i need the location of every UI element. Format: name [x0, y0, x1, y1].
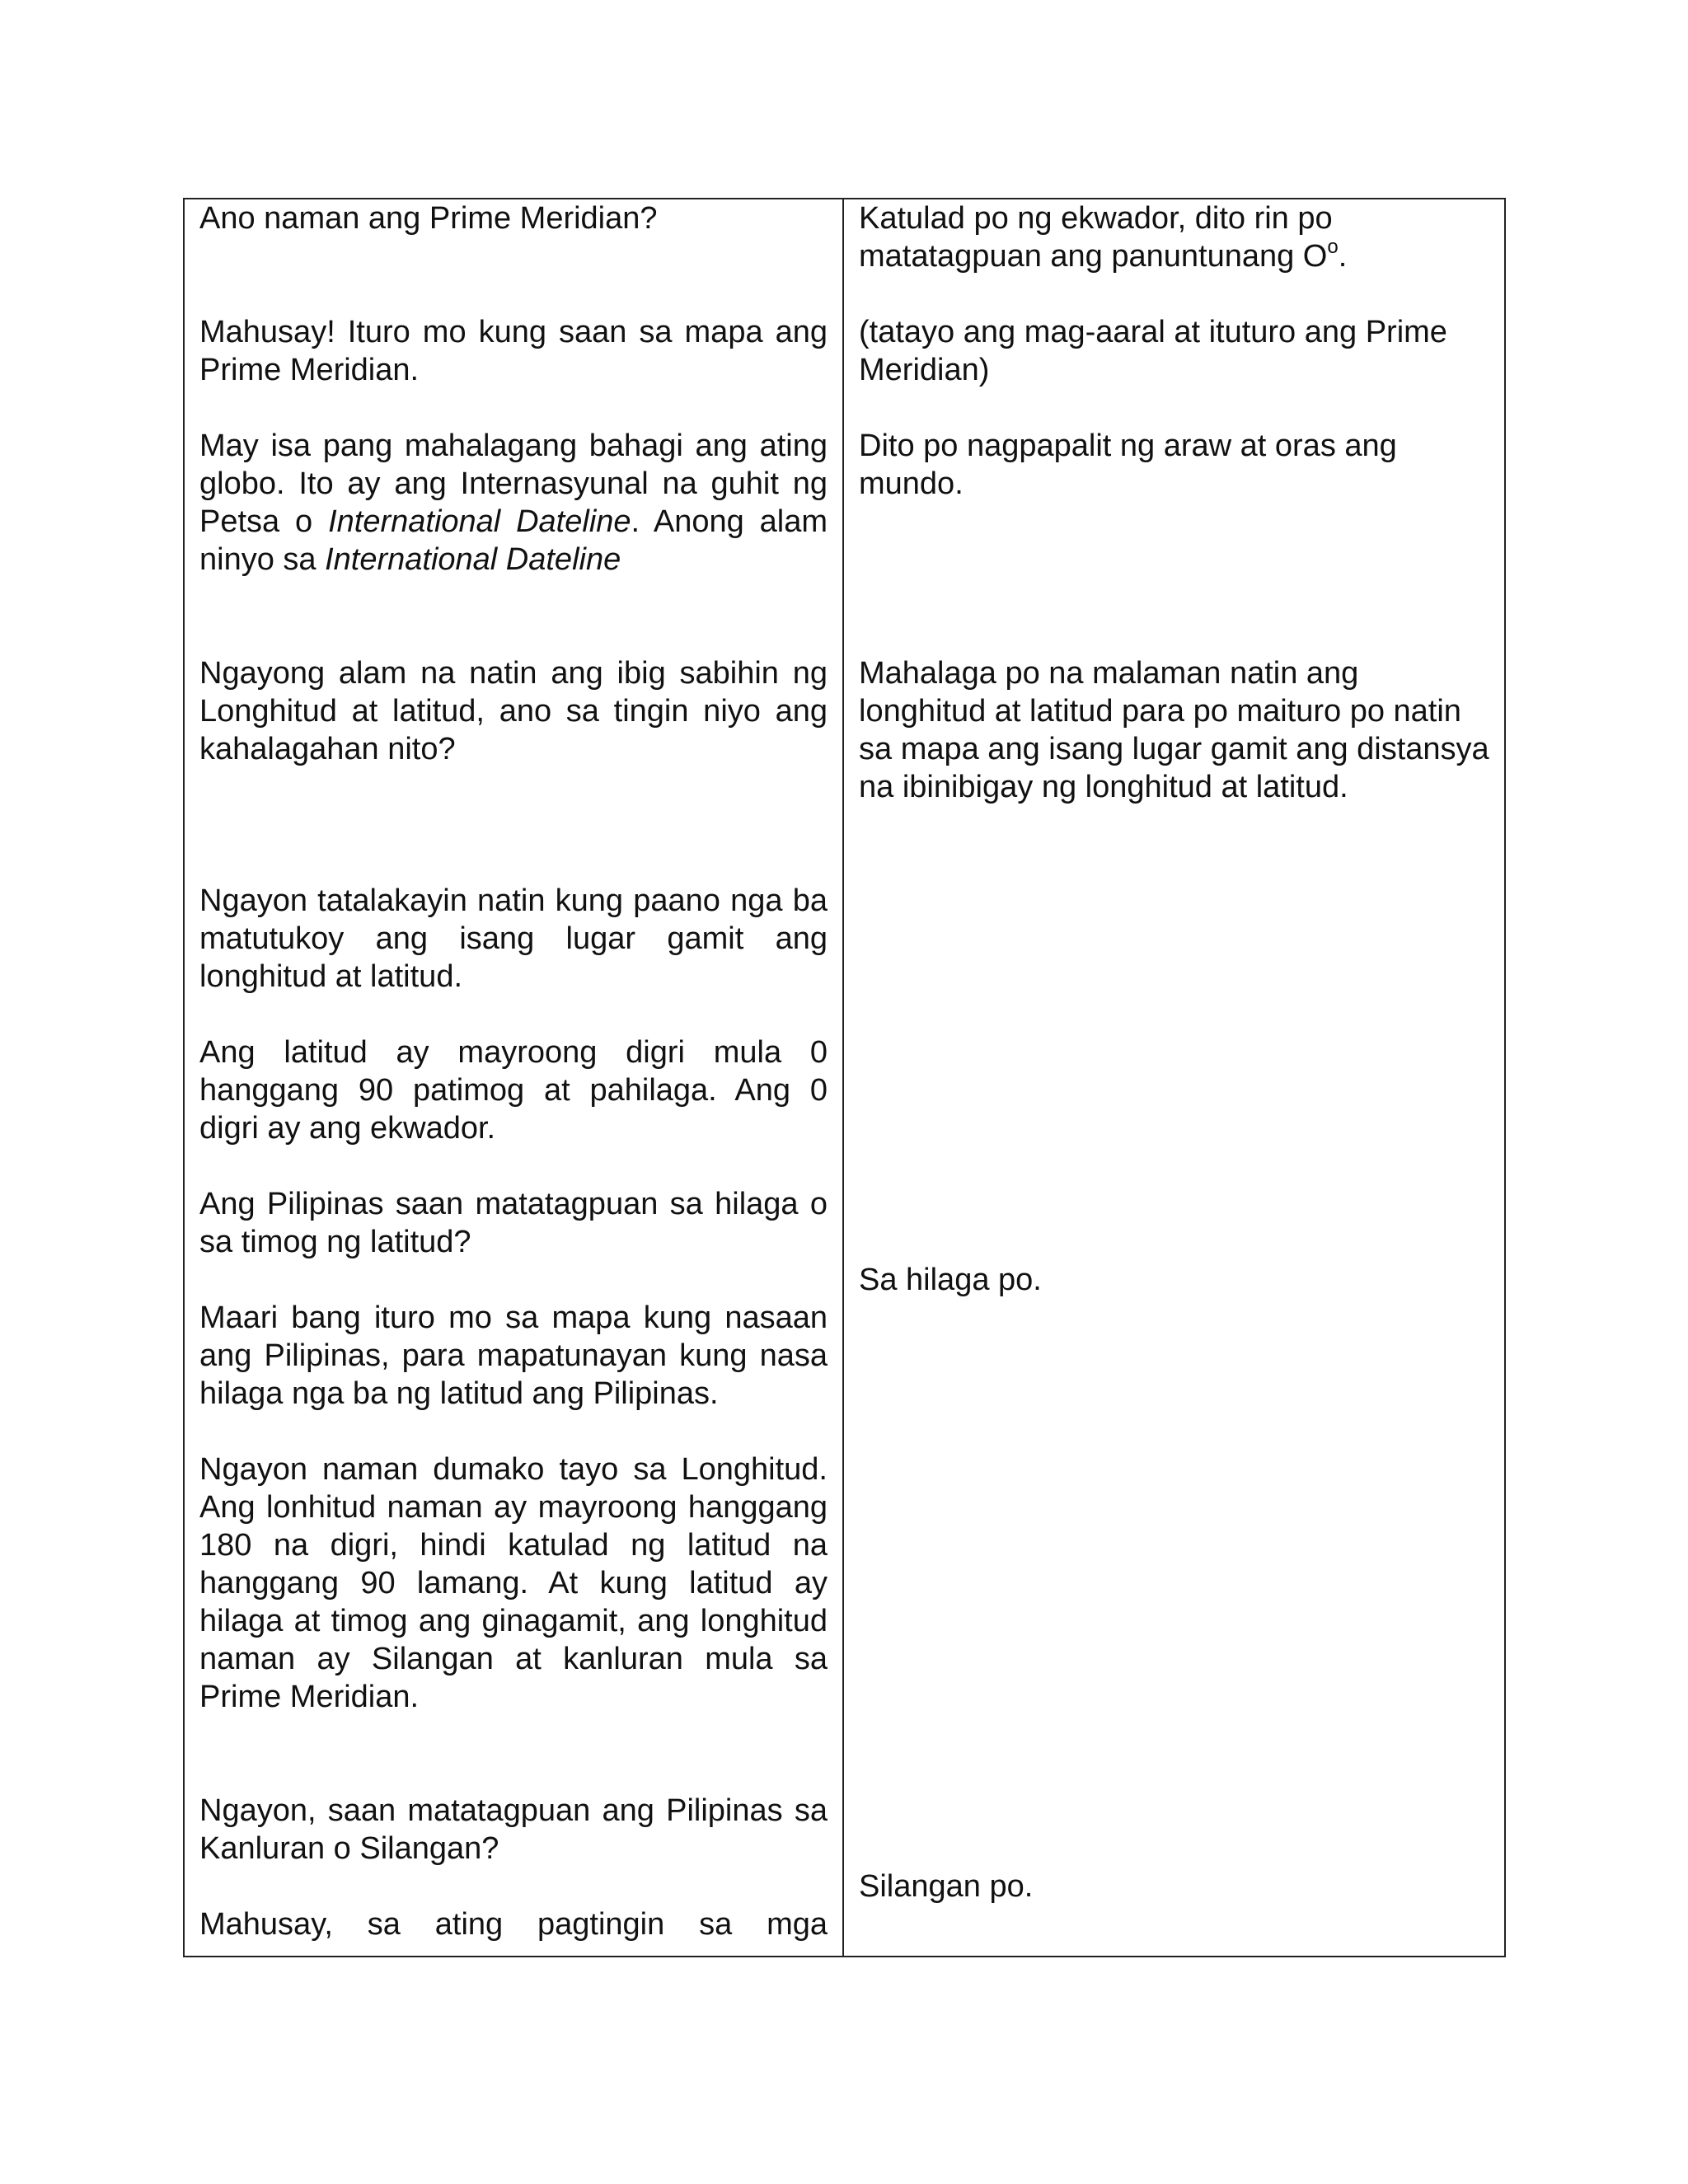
student-answer-prime-meridian [859, 199, 1493, 275]
student-answer-dateline: Dito po nagpapalit ng araw at oras ang mundo. [859, 429, 1397, 501]
teacher-dateline-intro [199, 427, 828, 579]
student-answer-period: . [1338, 239, 1348, 274]
teacher-question-prime-meridian: Ano naman ang Prime Meridian? [199, 201, 658, 236]
teacher-philippines-latitude-question: Ang Pilipinas saan matatagpuan sa hilaga o sa timog ng latitud? [199, 1187, 828, 1259]
teacher-latitude-explanation: Ang latitud ay mayroong digri mula 0 hanggang 90 patimog at pahilaga. Ang 0 digri ay ang ekwador. [199, 1035, 828, 1146]
teacher-discussion-intro: Ngayon tatalakayin natin kung paano nga ba matutukoy ang isang lugar gamit ang longhitud at latitud. [199, 883, 828, 994]
dateline-text-a: May isa pang mahalagang bahagi ang ating globo. Ito ay ang Internasyunal na guhit ng Petsa o [199, 429, 828, 539]
teacher-closing-remark: Mahusay, sa ating pagtingin sa mga [199, 1907, 828, 1942]
teacher-point-philippines-prompt: Maari bang ituro mo sa mapa kung nasaan ang Pilipinas, para mapatunayan kung nasa hilaga nga ba ng latitud ang Pilipinas. [199, 1301, 828, 1411]
dialogue-table [183, 198, 1506, 1957]
student-answer-text: Katulad po ng ekwador, dito rin po matatagpuan ang panuntunang O [859, 201, 1333, 274]
teacher-philippines-longitude-question: Ngayon, saan matatagpuan ang Pilipinas sa Kanluran o Silangan? [199, 1793, 828, 1866]
student-answer-north: Sa hilaga po. [859, 1263, 1042, 1297]
column-divider [842, 199, 844, 1956]
dateline-term-2: International Dateline [325, 542, 621, 577]
dateline-term-1: International Dateline [328, 504, 631, 539]
student-answer-importance: Mahalaga po na malaman natin ang longhitud at latitud para po maituro po natin sa mapa ang isang lugar gamit ang distansya na ibinibigay ng longhitud at latitud. [859, 656, 1489, 804]
dateline-text-c: . Anong alam ninyo sa [199, 504, 828, 577]
student-action-point-map: (tatayo ang mag-aaral at ituturo ang Prime Meridian) [859, 315, 1447, 387]
teacher-importance-question: Ngayong alam na natin ang ibig sabihin ng Longhitud at latitud, ano sa tingin niyo ang kahalagahan nito? [199, 656, 828, 766]
teacher-longitude-explanation: Ngayon naman dumako tayo sa Longhitud. Ang lonhitud naman ay mayroong hanggang 180 na digri, hindi katulad ng latitud na hanggang 90 lamang. At kung latitud ay hilaga at timog ang ginagamit, ang longhitud naman ay Silangan at kanluran mula sa Prime Meridian. [199, 1452, 828, 1714]
student-answer-east: Silangan po. [859, 1869, 1034, 1904]
degree-superscript: o [1327, 236, 1339, 259]
teacher-prompt-point-prime-meridian: Mahusay! Ituro mo kung saan sa mapa ang Prime Meridian. [199, 315, 828, 387]
